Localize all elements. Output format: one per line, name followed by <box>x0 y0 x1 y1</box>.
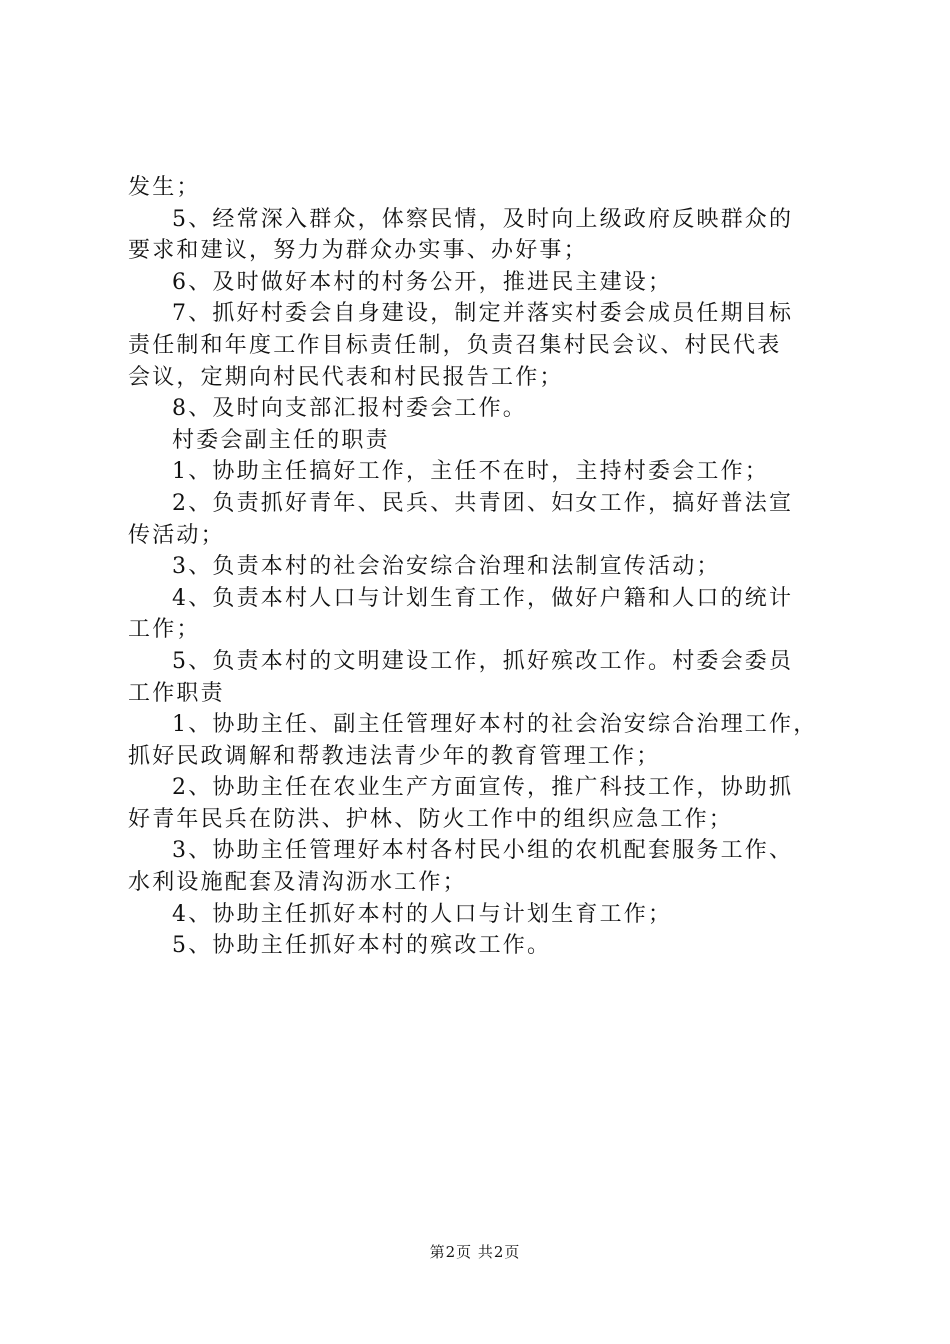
text-line-18: 1、协助主任、副主任管理好本村的社会治安综合治理工作， <box>172 712 818 738</box>
section-heading-vice-director: 村委会副主任的职责 <box>172 427 390 453</box>
text-line-13: 3、负责本村的社会治安综合治理和法制宣传活动； <box>172 554 721 580</box>
text-line-16: 5、负责本村的文明建设工作，抓好殡改工作。村委会委员 <box>172 648 794 674</box>
page-number-footer: 第2页 共2页 <box>429 1243 521 1261</box>
text-line-7: 会议，定期向村民代表和村民报告工作； <box>128 364 564 390</box>
text-line-23: 水利设施配套及清沟沥水工作； <box>128 870 467 896</box>
text-line-25: 5、协助主任抓好本村的殡改工作。 <box>172 933 552 959</box>
text-line-11: 2、负责抓好青年、民兵、共青团、妇女工作，搞好普法宣 <box>172 490 794 516</box>
text-line-1: 发生； <box>128 175 201 200</box>
text-line-17: 工作职责 <box>128 680 225 706</box>
text-line-14: 4、负责本村人口与计划生育工作，做好户籍和人口的统计 <box>172 585 794 611</box>
text-line-12: 传活动； <box>128 522 225 548</box>
text-line-2: 5、经常深入群众，体察民情，及时向上级政府反映群众的 <box>172 206 794 232</box>
text-line-19: 抓好民政调解和帮教违法青少年的教育管理工作； <box>128 743 661 769</box>
text-line-8: 8、及时向支部汇报村委会工作。 <box>172 396 527 422</box>
text-line-10: 1、协助主任搞好工作，主任不在时，主持村委会工作； <box>172 459 769 485</box>
text-line-3: 要求和建议，努力为群众办实事、办好事； <box>128 238 588 264</box>
text-line-22: 3、协助主任管理好本村各村民小组的农机配套服务工作、 <box>172 838 794 864</box>
text-line-20: 2、协助主任在农业生产方面宣传，推广科技工作，协助抓 <box>172 775 794 801</box>
text-line-21: 好青年民兵在防洪、护林、防火工作中的组织应急工作； <box>128 806 734 832</box>
text-line-6: 责任制和年度工作目标责任制，负责召集村民会议、村民代表 <box>128 332 782 358</box>
text-line-5: 7、抓好村委会自身建设，制定并落实村委会成员任期目标 <box>172 301 794 327</box>
text-line-24: 4、协助主任抓好本村的人口与计划生育工作； <box>172 901 673 927</box>
text-line-15: 工作； <box>128 617 201 643</box>
document-body <box>128 172 848 962</box>
text-line-4: 6、及时做好本村的村务公开，推进民主建设； <box>172 269 673 295</box>
